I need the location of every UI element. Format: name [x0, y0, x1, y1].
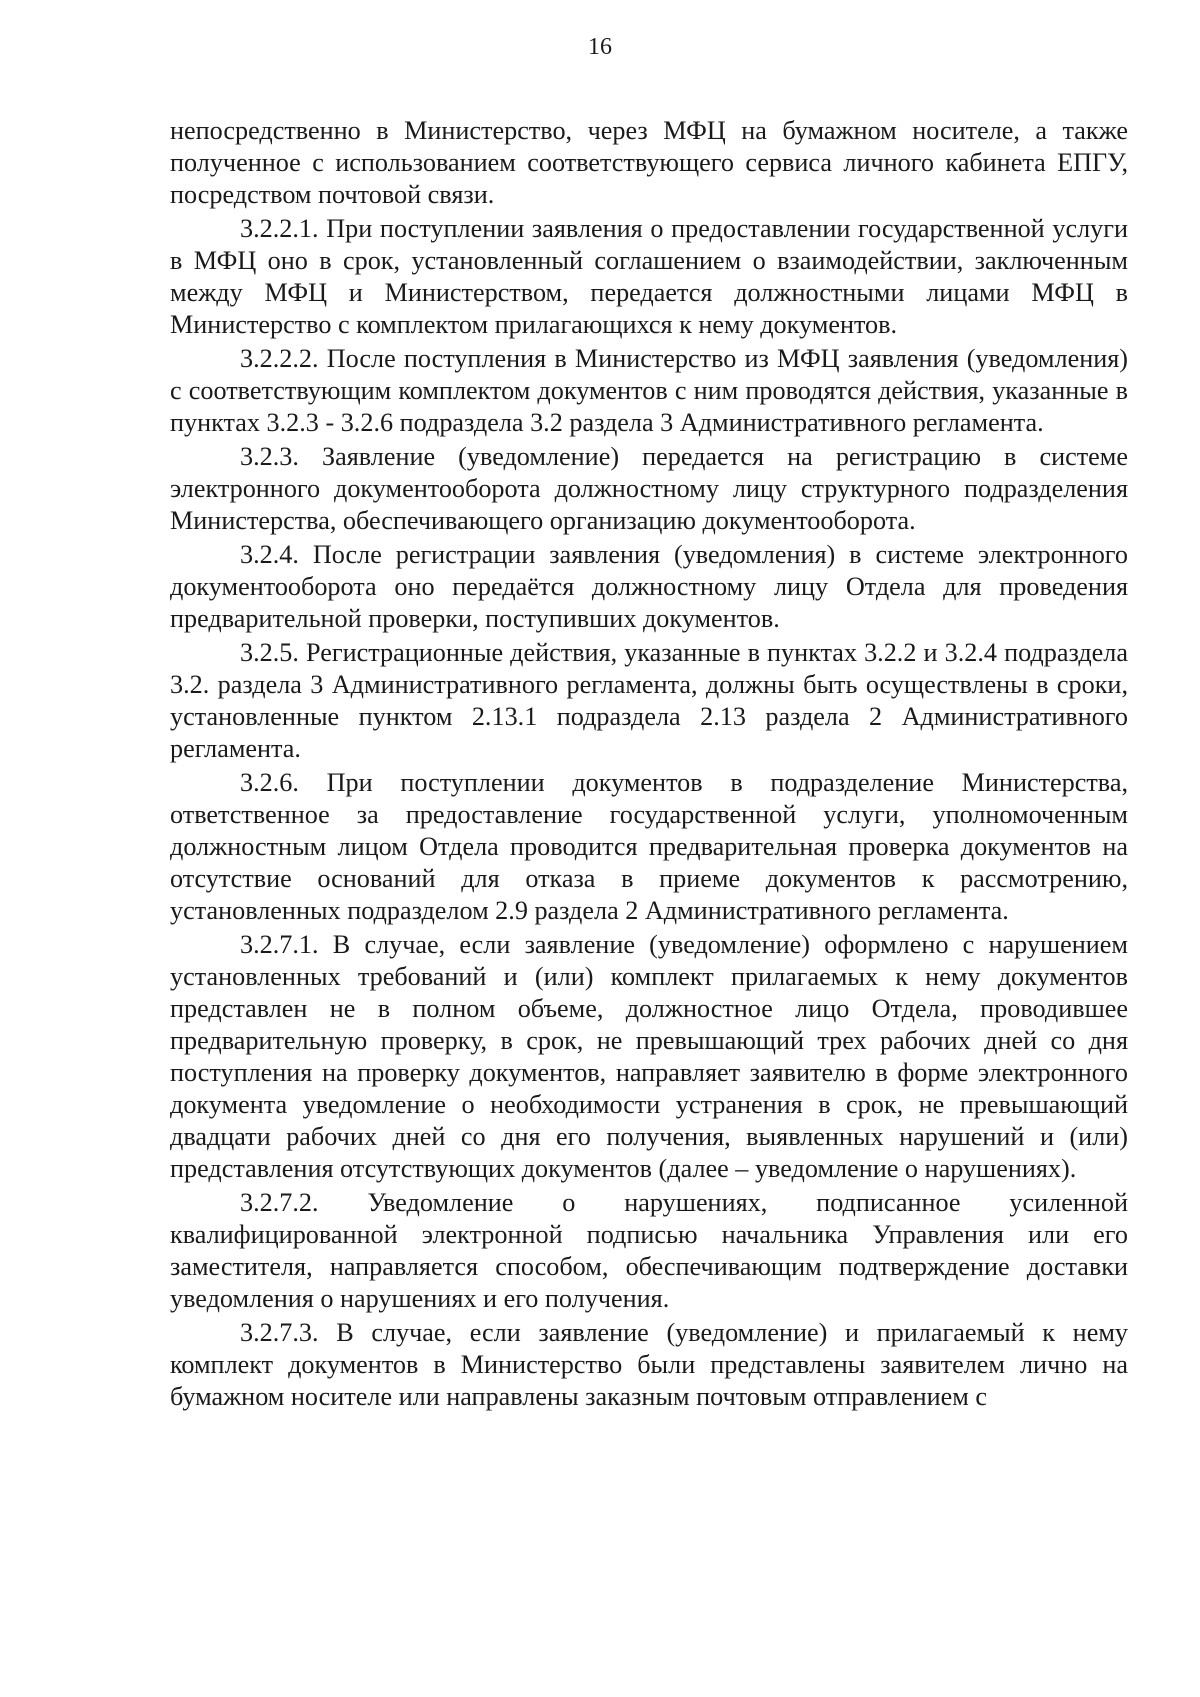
paragraph-3-2-5: 3.2.5. Регистрационные действия, указанные в пунктах 3.2.2 и 3.2.4 подраздела 3.2. раздела 3 Административного регламента, должны быть осуществлены в сроки, установленные пунктом 2.13.1 подраздела 2.13 раздела 2 Административного регламента.	[170, 638, 1128, 763]
paragraph-3-2-7-1: 3.2.7.1. В случае, если заявление (уведомление) оформлено с нарушением установленных требований и (или) комплект прилагаемых к нему документов представлен не в полном объеме, должностное лицо Отдела, проводившее предварительную проверку, в срок, не превышающий трех рабочих дней со дня поступления на проверку документов, направляет заявителю в форме электронного документа уведомление о необходимости устранения в срок, не превышающий двадцати рабочих дней со дня его получения, выявленных нарушений и (или) представления отсутствующих документов (далее – уведомление о нарушениях).	[170, 930, 1128, 1183]
document-body	[170, 115, 1128, 1415]
paragraph-3-2-2-2: 3.2.2.2. После поступления в Министерство из МФЦ заявления (уведомления) с соответствующим комплектом документов с ним проводятся действия, указанные в пунктах 3.2.3 - 3.2.6 подраздела 3.2 раздела 3 Административного регламента.	[170, 344, 1128, 437]
paragraph-3-2-7-2: 3.2.7.2. Уведомление о нарушениях, подписанное усиленной квалифицированной электронной подписью начальника Управления или его заместителя, направляется способом, обеспечивающим подтверждение доставки уведомления о нарушениях и его получения.	[170, 1188, 1128, 1313]
paragraph-3-2-3: 3.2.3. Заявление (уведомление) передается на регистрацию в системе электронного документооборота должностному лицу структурного подразделения Министерства, обеспечивающего организацию документооборота.	[170, 442, 1128, 535]
page-number: 16	[588, 34, 612, 60]
paragraph-3-2-6: 3.2.6. При поступлении документов в подразделение Министерства, ответственное за предоставление государственной услуги, уполномоченным должностным лицом Отдела проводится предварительная проверка документов на отсутствие оснований для отказа в приеме документов к рассмотрению, установленных подразделом 2.9 раздела 2 Административного регламента.	[170, 768, 1128, 925]
paragraph-3-2-2-1: 3.2.2.1. При поступлении заявления о предоставлении государственной услуги в МФЦ оно в срок, установленный соглашением о взаимодействии, заключенным между МФЦ и Министерством, передается должностными лицами МФЦ в Министерство с комплектом прилагающихся к нему документов.	[170, 214, 1128, 339]
paragraph-continuation: непосредственно в Министерство, через МФЦ на бумажном носителе, а также полученное с использованием соответствующего сервиса личного кабинета ЕПГУ, посредством почтовой связи.	[170, 116, 1128, 209]
paragraph-3-2-7-3: 3.2.7.3. В случае, если заявление (уведомление) и прилагаемый к нему комплект документов в Министерство были представлены заявителем лично на бумажном носителе или направлены заказным почтовым отправлением с	[170, 1318, 1128, 1411]
paragraph-3-2-4: 3.2.4. После регистрации заявления (уведомления) в системе электронного документооборота оно передаётся должностному лицу Отдела для проведения предварительной проверки, поступивших документов.	[170, 540, 1128, 633]
